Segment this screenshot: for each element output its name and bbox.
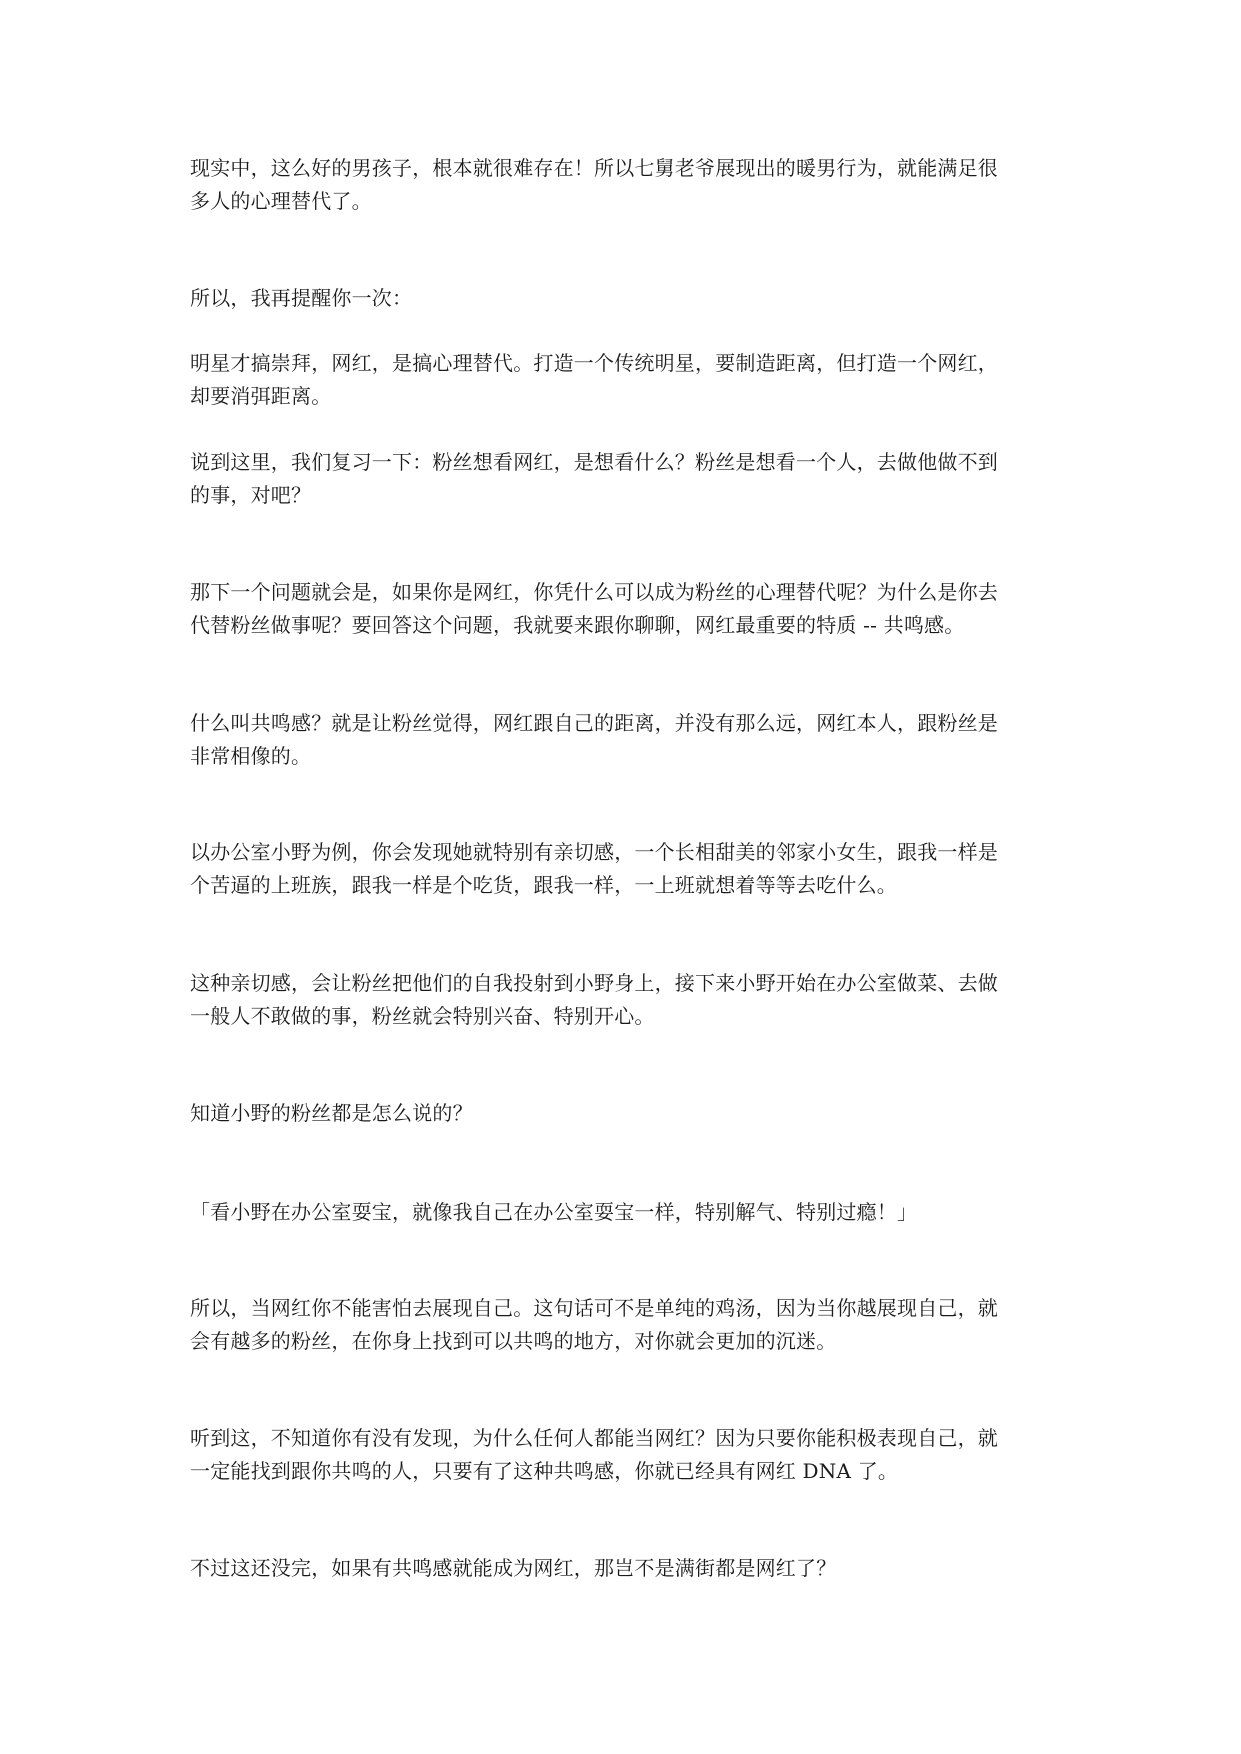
text-line: 代替粉丝做事呢？要回答这个问题，我就要来跟你聊聊，网红最重要的特质 -- 共鸣感。 [190, 613, 965, 637]
text-line: 所以，当网红你不能害怕去展现自己。这句话可不是单纯的鸡汤，因为当你越展现自己，就 [190, 1296, 998, 1320]
text-line: 多人的心理替代了。 [190, 189, 372, 213]
paragraph [190, 967, 1062, 1033]
paragraph [190, 1422, 1062, 1488]
paragraph [190, 446, 1062, 512]
paragraph [190, 152, 1062, 218]
text-line: 知道小野的粉丝都是怎么说的？ [190, 1101, 473, 1125]
text-line: 不过这还没完，如果有共鸣感就能成为网红，那岂不是满街都是网红了？ [190, 1556, 837, 1580]
text-line: 一定能找到跟你共鸣的人，只要有了这种共鸣感，你就已经具有网红 DNA 了。 [190, 1459, 899, 1483]
text-line: 什么叫共鸣感？就是让粉丝觉得，网红跟自己的距离，并没有那么远，网红本人，跟粉丝是 [190, 711, 998, 735]
text-line: 这种亲切感，会让粉丝把他们的自我投射到小野身上，接下来小野开始在办公室做菜、去做 [190, 971, 998, 995]
paragraph [190, 1097, 1062, 1130]
text-line: 现实中，这么好的男孩子，根本就很难存在！所以七舅老爷展现出的暖男行为，就能满足很 [190, 156, 998, 180]
text-line: 个苦逼的上班族，跟我一样是个吃货，跟我一样，一上班就想着等等去吃什么。 [190, 873, 897, 897]
paragraph [190, 1552, 1062, 1585]
text-line: 那下一个问题就会是，如果你是网红，你凭什么可以成为粉丝的心理替代呢？为什么是你去 [190, 580, 998, 604]
text-line: 「看小野在办公室耍宝，就像我自己在办公室耍宝一样，特别解气、特别过瘾！」 [190, 1200, 918, 1224]
text-line: 以办公室小野为例，你会发现她就特别有亲切感，一个长相甜美的邻家小女生，跟我一样是 [190, 840, 998, 864]
text-line: 明星才搞崇拜，网红，是搞心理替代。打造一个传统明星，要制造距离，但打造一个网红， [190, 351, 998, 375]
paragraph [190, 1292, 1062, 1358]
text-line: 所以，我再提醒你一次： [190, 286, 413, 310]
text-line: 说到这里，我们复习一下：粉丝想看网红，是想看什么？粉丝是想看一个人，去做他做不到 [190, 450, 998, 474]
paragraph [190, 282, 1062, 315]
paragraph [190, 1196, 1062, 1229]
paragraph [190, 836, 1062, 902]
text-line: 会有越多的粉丝，在你身上找到可以共鸣的地方，对你就会更加的沉迷。 [190, 1329, 837, 1353]
paragraph [190, 707, 1062, 773]
text-line: 听到这，不知道你有没有发现，为什么任何人都能当网红？因为只要你能积极表现自己，就 [190, 1426, 998, 1450]
text-line: 一般人不敢做的事，粉丝就会特别兴奋、特别开心。 [190, 1004, 655, 1028]
paragraph [190, 347, 1062, 413]
text-line: 却要消弭距离。 [190, 384, 332, 408]
paragraph [190, 576, 1062, 642]
text-line: 的事，对吧？ [190, 483, 312, 507]
text-line: 非常相像的。 [190, 744, 312, 768]
